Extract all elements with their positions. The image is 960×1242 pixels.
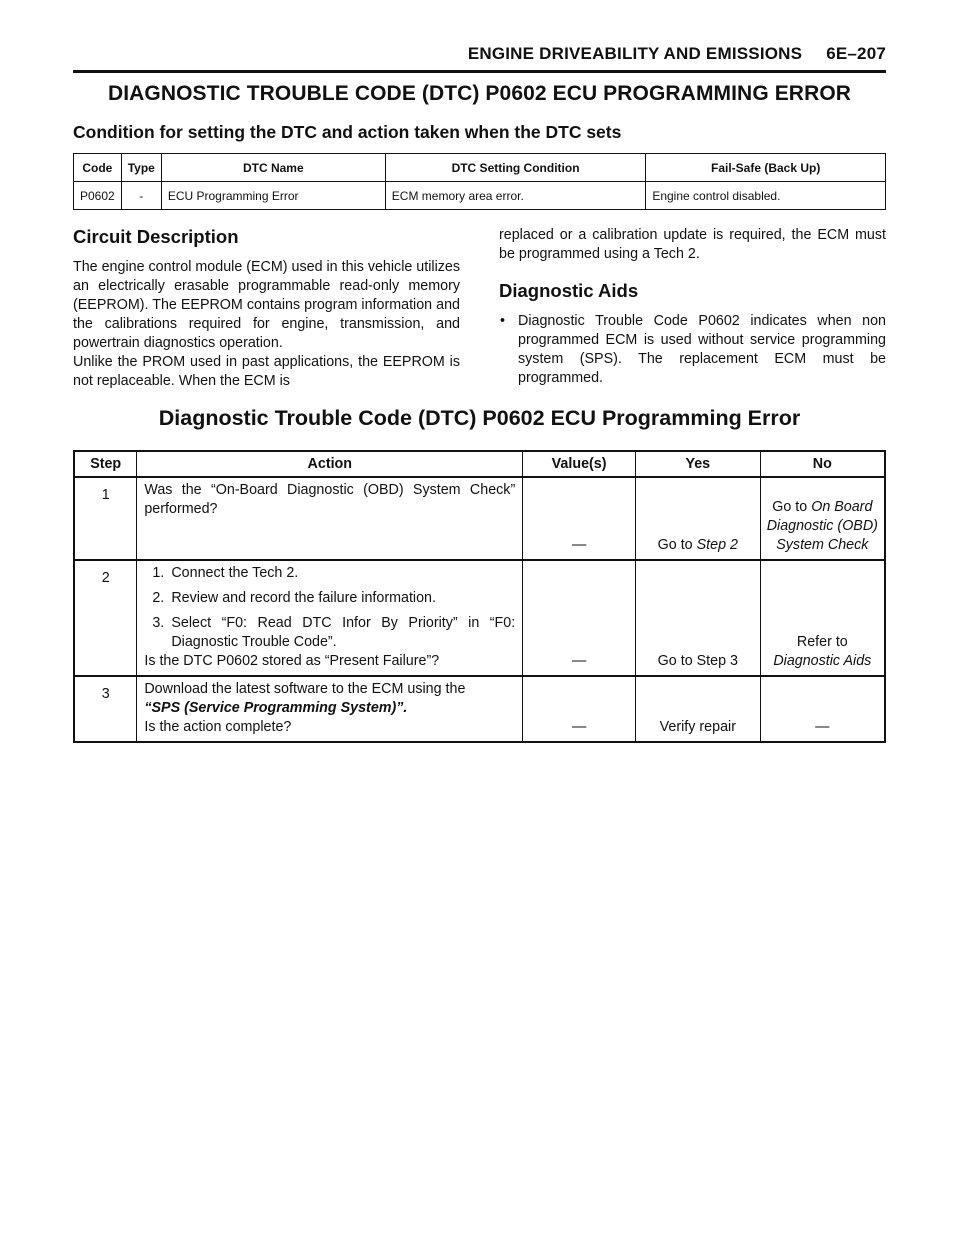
col-no: No <box>760 451 885 477</box>
circuit-paragraph-1: The engine control module (ECM) used in this vehicle utilizes an electrically erasable programmable read-only memory (EEPROM). The EEPROM contains program information and the calibrations required for engine, transmission, and powertrain diagnostics operation. <box>73 259 460 351</box>
step-no: — <box>760 676 885 742</box>
col-action: Action <box>137 451 523 477</box>
circuit-paragraph-continued: replaced or a calibration update is required, the ECM must be programmed using a Tech 2. <box>499 227 886 262</box>
col-type: Type <box>121 154 161 182</box>
circuit-description <box>73 226 460 391</box>
col-dtc-name: DTC Name <box>161 154 385 182</box>
dtc-condition-table <box>73 153 886 210</box>
page-number: 6E–207 <box>826 44 886 63</box>
step-action: Download the latest software to the ECM using the “SPS (Service Programming System)”. Is the action complete? <box>137 676 523 742</box>
step-no: Refer to Diagnostic Aids <box>760 560 885 676</box>
step-yes: Go to Step 2 <box>635 477 760 560</box>
right-column <box>499 226 886 388</box>
list-item: 1. Connect the Tech 2. <box>152 565 299 581</box>
cell-setting-condition: ECM memory area error. <box>385 182 646 210</box>
diagnostic-aids-list <box>499 312 886 388</box>
step-no-link[interactable]: Diagnostic Aids <box>773 653 872 669</box>
step-number: 3 <box>74 676 137 742</box>
step-yes: Go to Step 3 <box>635 560 760 676</box>
step-yes: Verify repair <box>635 676 760 742</box>
diagnostic-aids-heading: Diagnostic Aids <box>499 280 639 301</box>
sps-reference: “SPS (Service Programming System)”. <box>144 700 408 716</box>
circuit-heading: Circuit Description <box>73 226 239 247</box>
col-fail-safe: Fail-Safe (Back Up) <box>646 154 886 182</box>
step-action: Was the “On-Board Diagnostic (OBD) System Check” performed? <box>137 477 523 560</box>
col-yes: Yes <box>635 451 760 477</box>
header-rule <box>73 70 886 73</box>
substep-list <box>144 564 515 652</box>
step-no-link[interactable]: On Board Diagnostic (OBD) System Check <box>766 499 878 553</box>
step-question: Is the DTC P0602 stored as “Present Failure”? <box>144 653 440 669</box>
list-item: 2. Review and record the failure information. <box>152 590 436 606</box>
step-yes-link[interactable]: Step 2 <box>696 537 738 553</box>
step-number: 1 <box>74 477 137 560</box>
table-row <box>74 560 885 676</box>
table-header-row <box>74 451 885 477</box>
col-setting-condition: DTC Setting Condition <box>385 154 646 182</box>
cell-type: - <box>121 182 161 210</box>
page-title: DIAGNOSTIC TROUBLE CODE (DTC) P0602 ECU PROGRAMMING ERROR <box>107 82 852 105</box>
step-value: — <box>523 676 636 742</box>
step-value: — <box>523 477 636 560</box>
col-values: Value(s) <box>523 451 636 477</box>
step-no: Go to On Board Diagnostic (OBD) System Check <box>760 477 885 560</box>
step-number: 2 <box>74 560 137 676</box>
table-row <box>74 477 885 560</box>
col-step: Step <box>74 451 137 477</box>
table-row <box>74 182 886 210</box>
page-header <box>73 44 886 64</box>
col-code: Code <box>74 154 122 182</box>
step-question: Is the action complete? <box>144 719 292 735</box>
list-item: 3. Select “F0: Read DTC Infor By Priority” in “F0: Diagnostic Trouble Code”. <box>152 615 516 650</box>
cell-fail-safe: Engine control disabled. <box>646 182 886 210</box>
condition-heading: Condition for setting the DTC and action taken when the DTC sets <box>73 122 622 142</box>
bullet-icon: • <box>500 313 506 329</box>
step-value: — <box>523 560 636 676</box>
diagnostic-procedure-table <box>73 450 886 743</box>
circuit-paragraph-2: Unlike the PROM used in past applications, the EEPROM is not replaceable. When the ECM is <box>73 354 460 389</box>
cell-code: P0602 <box>74 182 122 210</box>
cell-dtc-name: ECU Programming Error <box>161 182 385 210</box>
table-header-row <box>74 154 886 182</box>
section-name: ENGINE DRIVEABILITY AND EMISSIONS <box>467 44 803 63</box>
step-action <box>137 560 523 676</box>
list-item: • Diagnostic Trouble Code P0602 indicates when non programmed ECM is used without service programming system (SPS). The replacement ECM must be programmed. <box>500 313 886 386</box>
procedure-title: Diagnostic Trouble Code (DTC) P0602 ECU Programming Error <box>158 406 801 430</box>
table-row <box>74 676 885 742</box>
